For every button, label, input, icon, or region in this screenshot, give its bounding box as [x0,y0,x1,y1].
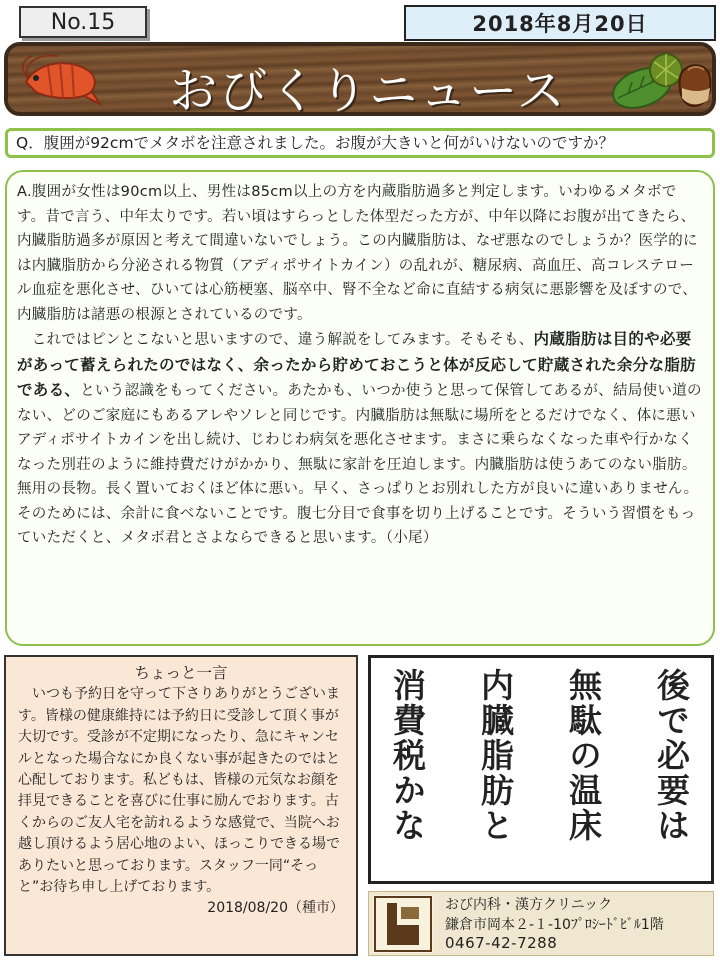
note-box [4,655,358,956]
answer-box [5,170,715,646]
note-title: ちょっと一言 [134,664,228,682]
haiku-box [368,655,714,884]
clinic-logo-icon [373,895,433,953]
haiku-line-2: 無駄の温床 [564,668,603,843]
clinic-address: 鎌倉市岡本２-１-10ﾌﾟﾛｼｰﾄﾞﾋﾞﾙ1階 [445,917,664,933]
chestnut-icon [608,48,716,112]
answer-paragraph-1: A.腹囲が女性は90cm以上、男性は85cm以上の方を内蔵脂肪過多と判定します。いわゆるメタボです。昔で言う、中年太りです。若い頃はすらっとした体型だった方が、中年以降にお腹が出てきたら、内臓脂肪過多が原因と考えて間違いないでしょう。この内臓脂肪は、なぜ悪なのでしょうか？医学的には内臓脂肪から分泌される物質（アディポサイトカイン）の乱れが、糖尿病、高血圧、高コレステロール血症を悪化させ、ひいては心筋梗塞、脳卒中、腎不全など命に直結する病気に悪影響を及ぼすので、内臓脂肪は諸悪の根源とされているのです。 [17,184,698,323]
title-banner [4,42,716,116]
answer-intro: これではピンとこないと思いますので、違う解説をしてみます。そもそも、 [17,332,534,348]
clinic-info [368,891,714,956]
clinic-phone: 0467-42-7288 [445,934,558,952]
haiku-line-3: 内臓脂肪と [476,668,515,843]
haiku-line-1: 後で必要は [652,668,691,843]
clinic-name: おび内科・漢方クリニック [445,897,613,913]
answer-paragraph-2 [17,327,705,551]
answer-rest: という認識をもってください。あたかも、いつか使うと思って保管してあるが、結局使い道のない、どのご家庭にもあるアレやソレと同じです。内臓脂肪は無駄に場所をとるだけでなく、体に悪いアディポサイトカインを出し続け、じわじわ病気を悪化させます。まさに乗らなくなった車や行かなくなった別荘のように維持費だけがかかり、無駄に家計を圧迫します。内臓脂肪は使うあてのない脂肪。無用の長物。長く置いておくほど体に悪い。早く、さっぱりとお別れした方が良いに違いありません。そのためには、余計に食べないことです。腹七分目で食事を切り上げることです。そういう習慣をもっていただくと、メタボ君とさよならできると思います。（小尾） [17,383,702,546]
issue-number: No.15 [19,6,147,38]
note-signature: 2018/08/20（種市） [207,900,344,917]
issue-date: 2018年8月20日 [404,5,716,41]
answer-emphasis: 内蔵脂肪は目的や必要があって蓄えられたのではなく、余ったから貯めておこうと体が反応して貯蔵された余分な脂肪である、 [17,330,696,399]
haiku-line-4: 消費税かな [388,668,427,843]
question-box: Q．腹囲が92cmでメタボを注意されました。お腹が大きいと何がいけないのですか？ [5,128,715,158]
shrimp-icon [18,52,108,110]
newsletter-title: おびくりニュース [169,63,567,116]
note-body: いつも予約日を守って下さりありがとうございます。皆様の健康維持には予約日に受診して頂く事が大切です。受診が不定期になったり、急にキャンセルとなった場合なにか良くない事が起きたのではと心配しております。私どもは、皆様の元気なお顔を拝見できることを喜びに仕事に励んでおります。古くからのご友人宅を訪れるような感覚で、当院へお越し頂けるよう居心地のよい、ほっこりできる場でありたいと思っております。スタッフ一同“そっと”お待ち申し上げております。 [18,686,340,896]
